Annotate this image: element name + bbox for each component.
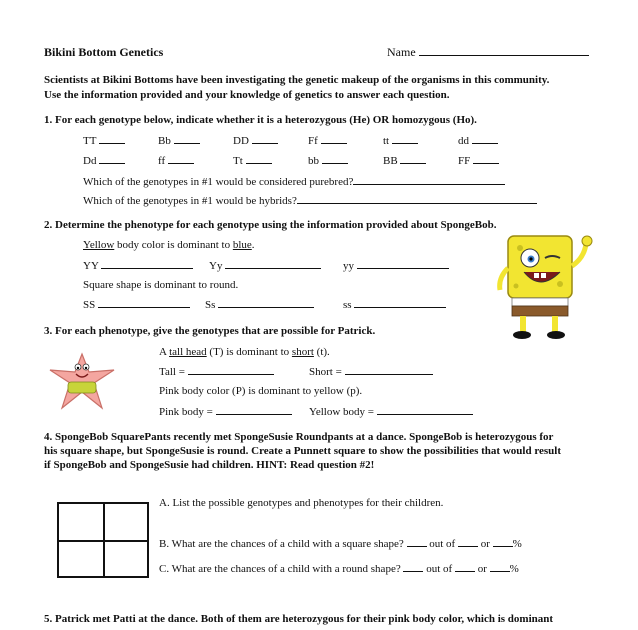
intro-line-2: Use the information provided and your knowledge of genetics to answer each question.	[44, 89, 450, 101]
q3-tall[interactable]: Tall =	[159, 365, 274, 378]
q2-genotype[interactable]: SS	[83, 298, 190, 311]
q2-genotype[interactable]: YY	[83, 259, 193, 272]
q1-item[interactable]: bb	[308, 154, 348, 167]
name-field[interactable]	[387, 45, 589, 60]
intro-line-1: Scientists at Bikini Bottoms have been investigating the genetic makeup of the organisms in this community.	[44, 74, 550, 86]
q1-item[interactable]: FF	[458, 154, 499, 167]
q1-item[interactable]: BB	[383, 154, 426, 167]
q1-item[interactable]: ff	[158, 154, 194, 167]
q4-line-3: if SpongeBob and SpongeSusie had children. HINT: Read question #2!	[44, 459, 375, 471]
q3-heading: 3. For each phenotype, give the genotypes that are possible for Patrick.	[44, 325, 376, 337]
punnett-square[interactable]	[57, 502, 149, 578]
q1-item[interactable]: Ff	[308, 134, 347, 147]
q3-rule-1: A tall head (T) is dominant to short (t).	[159, 346, 330, 358]
q3-rule-2: Pink body color (P) is dominant to yellow (p).	[159, 385, 363, 397]
q3-pink[interactable]: Pink body =	[159, 405, 292, 418]
name-label: Name	[387, 45, 416, 59]
q4-part-b[interactable]: B. What are the chances of a child with a square shape? out of or %	[159, 538, 522, 550]
q2-rule-1: Yellow body color is dominant to blue.	[83, 239, 255, 251]
q2-genotype[interactable]: ss	[343, 298, 446, 311]
q2-heading: 2. Determine the phenotype for each genotype using the information provided about SpongeBob.	[44, 219, 497, 231]
punnett-divider-horizontal	[59, 540, 147, 542]
q1-item[interactable]: Bb	[158, 134, 200, 147]
q1-item[interactable]: tt	[383, 134, 418, 147]
q1-hybrids[interactable]: Which of the genotypes in #1 would be hybrids?	[83, 194, 537, 207]
q1-item[interactable]: Dd	[83, 154, 125, 167]
patrick-illustration	[48, 352, 118, 412]
q4-line-2: his square shape, but SpongeSusie is round. Create a Punnett square to show the possibilities that would result	[44, 445, 561, 457]
q1-purebred[interactable]: Which of the genotypes in #1 would be considered purebred?	[83, 175, 505, 188]
q3-short[interactable]: Short =	[309, 365, 433, 378]
q1-heading: 1. For each genotype below, indicate whether it is a heterozygous (He) OR homozygous (Ho).	[44, 114, 477, 126]
q2-genotype[interactable]: yy	[343, 259, 449, 272]
q1-item[interactable]: Tt	[233, 154, 272, 167]
q4-part-c[interactable]: C. What are the chances of a child with a round shape? out of or %	[159, 563, 519, 575]
q4-line-1: 4. SpongeBob SquarePants recently met SpongeSusie Roundpants at a dance. SpongeBob is heterozygous for	[44, 431, 554, 443]
q1-item[interactable]: dd	[458, 134, 498, 147]
q1-item[interactable]: DD	[233, 134, 278, 147]
q4-part-a: A. List the possible genotypes and phenotypes for their children.	[159, 497, 444, 509]
q3-yellow[interactable]: Yellow body =	[309, 405, 473, 418]
worksheet-title: Bikini Bottom Genetics	[44, 45, 164, 59]
q2-rule-2: Square shape is dominant to round.	[83, 279, 239, 291]
q2-genotype[interactable]: Ss	[205, 298, 314, 311]
q5-line-1: 5. Patrick met Patti at the dance. Both of them are heterozygous for their pink body color, which is dominant	[44, 613, 554, 625]
q1-item[interactable]: TT	[83, 134, 125, 147]
q2-genotype[interactable]: Yy	[209, 259, 321, 272]
spongebob-illustration	[490, 228, 600, 343]
name-blank[interactable]	[419, 46, 589, 56]
